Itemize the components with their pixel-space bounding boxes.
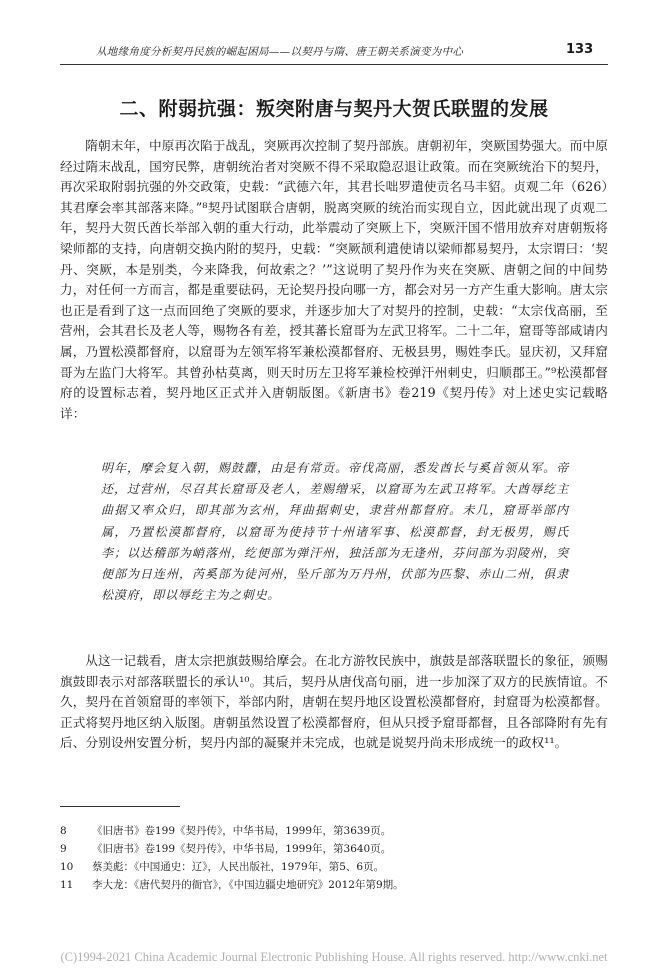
footnote-number: 9 [60,843,67,855]
body-paragraph-2: 从这一记载看，唐太宗把旗鼓赐给摩会。在北方游牧民族中，旗鼓是部落联盟长的象征，颁赐旗鼓即表示对部落联盟长的承认¹⁰。其后，契丹从唐伐高句丽，进一步加深了双方的民族情谊。不久，契丹在首领窟哥的率领下，举部内附，唐朝在契丹地区设置松漠都督府，封窟哥为松漠都督。正式将契丹地区纳入版图。唐朝虽然设置了松漠都督府，但从只授予窟哥都督，且各部降附有先有后、分别设州安置分析，契丹内部的凝聚并未完成，也就是说契丹尚未形成统一的政权¹¹。 [60,653,608,751]
footnote-number: 11 [60,879,74,891]
page-number: 133 [566,42,594,57]
footnote-8 [60,822,608,840]
body-paragraph-1: 隋朝末年，中原再次陷于战乱，突厥再次控制了契丹部族。唐朝初年，突厥国势强大。而中原经过隋末战乱，国穷民弊，唐朝统治者对突厥不得不采取隐忍退让政策。而在突厥统治下的契丹，再次采取附弱抗强的外交政策，史载：“武德六年，其君长咄罗遣使贡名马丰貂。贞观二年（626）其君摩会率其部落来降。”⁸契丹试图联合唐朝，脱离突厥的统治而实现自立，因此就出现了贞观二年，契丹大贺氏酋长举部入朝的重大行动，此举震动了突厥上下，突厥汗国不惜用放弃对唐朝叛将梁师都的支持，向唐朝交换内附的契丹，史载：“突厥颉利遣使请以梁师都易契丹，太宗谓曰：‘契丹、突厥，本是别类，今来降我，何故索之？’”这说明了契丹作为夹在突厥、唐朝之间的中间势力，对任何一方而言，都是重要砝码，无论契丹投向哪一方，都会对另一方产生重大影响。唐太宗也正是看到了这一点而回绝了突厥的要求，并逐步加大了对契丹的控制，史载：“太宗伐高丽，至营州，会其君长及老人等，赐物各有差，授其蕃长窟哥为左武卫将军。二十二年，窟哥等部咸请内属，乃置松漠都督府，以窟哥为左领军将军兼松漠都督府、无极县男，赐姓李氏。显庆初，又拜窟哥为左监门大将军。其曾孙枯莫离，则天时历左卫将军兼检校弹汗州刺史，归顺郡王。”⁹松漠都督府的设置标志着，契丹地区正式并入唐朝版图。《新唐书》卷219《契丹传》对上述史实记载略详： [60,138,608,421]
running-header: 从地缘角度分析契丹民族的崛起困局——以契丹与隋、唐王朝关系演变为中心 [96,46,464,58]
footnote-rule [60,806,180,807]
footnotes [60,822,608,894]
footnote-11 [60,876,608,894]
copyright-watermark: (C)1994-2021 China Academic Journal Electronic Publishing House. All rights reserved. http://www.cnki.net [60,950,608,964]
footnote-9 [60,840,608,858]
footnote-10 [60,858,608,876]
footnote-number: 8 [60,825,67,837]
section-title: 二、附弱抗强：叛突附唐与契丹大贺氏联盟的发展 [119,98,549,120]
footnote-text: 蔡美彪：《中国通史：辽》，人民出版社，1979年，第5、6页。 [92,861,385,873]
footnote-text: 《旧唐书》卷199《契丹传》，中华书局，1999年，第3640页。 [92,843,392,855]
footnote-text: 《旧唐书》卷199《契丹传》，中华书局，1999年，第3639页。 [92,825,392,837]
header-rule [60,64,608,65]
footnote-number: 10 [60,861,74,873]
footnote-text: 李大龙：《唐代契丹的衙官》，《中国边疆史地研究》2012年第9期。 [92,879,404,891]
block-quote: 明年，摩会复入朝，赐鼓纛，由是有常贡。帝伐高丽，悉发酋长与奚首领从军。帝还，过营州，尽召其长窟哥及老人，差赐缯采，以窟哥为左武卫将军。大酋辱纥主曲据又率众归，即其部为玄州，拜曲据刺史，隶营州都督府。未几，窟哥举部内属，乃置松漠都督府，以窟哥为使持节十州诸军事、松漠都督，封无极男，赐氏李；以达稽部为峭落州，纥便部为弹汗州，独活部为无逢州，芬问部为羽陵州，突便部为日连州，芮奚部为徒河州，坠斤部为万丹州，伏部为匹黎、赤山二州，俱隶松漠府，即以辱纥主为之刺史。 [101,461,569,603]
